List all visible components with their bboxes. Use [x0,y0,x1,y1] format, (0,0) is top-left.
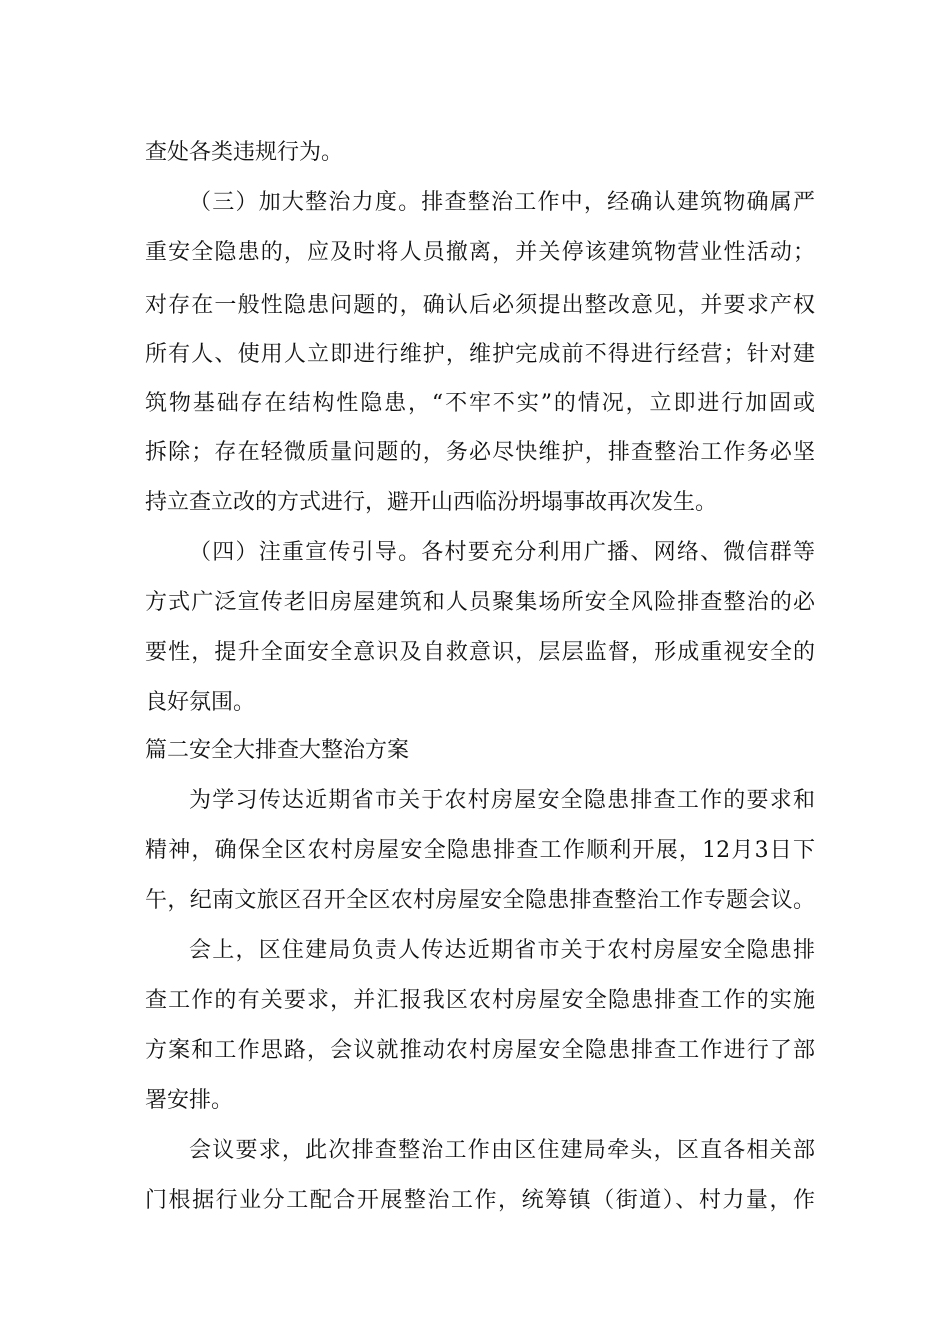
text-line: 查工作的有关要求，并汇报我区农村房屋安全隐患排查工作的实施 [145,988,815,1013]
text-line: 精神，确保全区农村房屋安全隐患排查工作顺利开展，12月3日下 [145,838,815,863]
text-line: 午，纪南文旅区召开全区农村房屋安全隐患排查整治工作专题会议。 [145,888,815,913]
text-line: 对存在一般性隐患问题的，确认后必须提出整改意见，并要求产权 [145,293,815,318]
text-line: 良好氛围。 [145,690,256,715]
paragraph-start-line: （三）加大整治力度。排查整治工作中，经确认建筑物确属严 [189,190,815,215]
text-line: 筑物基础存在结构性隐患，“不牢不实”的情况，立即进行加固或 [145,391,815,416]
text-line: 持立查立改的方式进行，避开山西临汾坍塌事故再次发生。 [145,490,718,515]
text-line: 所有人、使用人立即进行维护，维护完成前不得进行经营；针对建 [145,342,815,367]
text-line: 拆除；存在轻微质量问题的，务必尽快维护，排查整治工作务必坚 [145,440,815,465]
text-line: 门根据行业分工配合开展整治工作，统筹镇（街道）、村力量，作 [145,1188,815,1213]
text-line: 署安排。 [145,1088,234,1113]
paragraph-start-line: 为学习传达近期省市关于农村房屋安全隐患排查工作的要求和 [189,788,815,813]
paragraph-start-line: （四）注重宣传引导。各村要充分利用广播、网络、微信群等 [189,540,815,565]
text-line: 重安全隐患的，应及时将人员撤离，并关停该建筑物营业性活动； [145,240,815,265]
text-line: 方案和工作思路，会议就推动农村房屋安全隐患排查工作进行了部 [145,1038,815,1063]
paragraph-start-line: 会上，区住建局负责人传达近期省市关于农村房屋安全隐患排 [189,938,815,963]
section-heading: 篇二安全大排查大整治方案 [145,738,410,763]
text-line: 方式广泛宣传老旧房屋建筑和人员聚集场所安全风险排查整治的必 [145,590,815,615]
paragraph-start-line: 会议要求，此次排查整治工作由区住建局牵头，区直各相关部 [189,1138,815,1163]
text-line: 查处各类违规行为。 [145,140,344,165]
text-line: 要性，提升全面安全意识及自救意识，层层监督，形成重视安全的 [145,640,815,665]
